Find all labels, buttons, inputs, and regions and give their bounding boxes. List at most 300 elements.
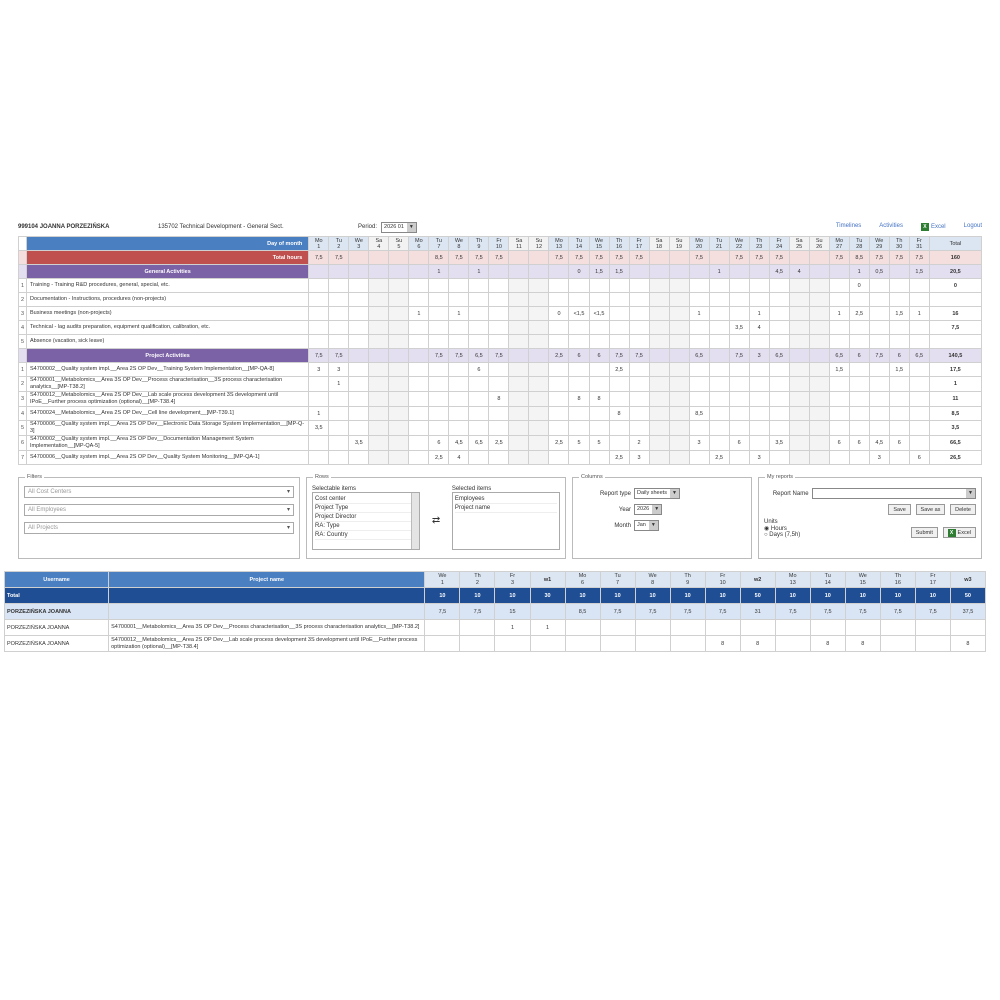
hours-cell[interactable] [769,279,789,293]
hours-cell[interactable] [589,421,609,436]
timelines-link[interactable]: Timelines [835,223,862,229]
hours-cell[interactable]: 4 [749,321,769,335]
hours-cell[interactable] [749,407,769,421]
hours-cell[interactable] [889,293,909,307]
hours-cell[interactable] [549,421,569,436]
hours-cell[interactable] [749,363,769,377]
hours-cell[interactable] [829,335,849,349]
hours-cell[interactable] [389,377,409,392]
hours-cell[interactable]: 6 [469,363,489,377]
hours-cell[interactable] [689,321,709,335]
hours-cell[interactable]: <1,5 [589,307,609,321]
hours-cell[interactable] [329,392,349,407]
hours-cell[interactable] [489,321,509,335]
hours-cell[interactable]: 8 [569,392,589,407]
hours-cell[interactable] [589,321,609,335]
hours-cell[interactable] [389,279,409,293]
hours-cell[interactable] [849,363,869,377]
hours-cell[interactable] [549,451,569,465]
hours-cell[interactable]: 1 [329,377,349,392]
hours-cell[interactable] [449,421,469,436]
hours-cell[interactable] [369,307,389,321]
hours-cell[interactable] [389,293,409,307]
hours-cell[interactable] [529,451,549,465]
hours-cell[interactable]: 6 [429,436,449,451]
hours-cell[interactable] [869,407,889,421]
hours-cell[interactable] [849,421,869,436]
hours-cell[interactable] [809,421,829,436]
hours-cell[interactable] [349,279,369,293]
hours-cell[interactable] [729,307,749,321]
hours-cell[interactable] [349,363,369,377]
hours-cell[interactable] [609,321,629,335]
hours-cell[interactable] [629,321,649,335]
hours-cell[interactable] [909,293,929,307]
hours-cell[interactable] [889,335,909,349]
hours-cell[interactable] [529,293,549,307]
hours-cell[interactable]: 1 [749,307,769,321]
hours-cell[interactable]: 0 [549,307,569,321]
hours-cell[interactable]: 1 [909,307,929,321]
hours-cell[interactable]: 6 [889,436,909,451]
hours-cell[interactable] [849,392,869,407]
hours-cell[interactable] [629,335,649,349]
hours-cell[interactable] [789,436,809,451]
hours-cell[interactable]: 2,5 [609,451,629,465]
report-name-select[interactable] [812,488,976,499]
hours-cell[interactable] [569,293,589,307]
hours-cell[interactable] [889,407,909,421]
hours-cell[interactable]: 5 [589,436,609,451]
hours-cell[interactable] [449,407,469,421]
hours-cell[interactable]: 6 [849,436,869,451]
hours-cell[interactable] [549,279,569,293]
hours-cell[interactable] [669,436,689,451]
hours-cell[interactable] [889,451,909,465]
hours-cell[interactable] [329,307,349,321]
list-item[interactable]: RA: Type [315,522,417,531]
hours-cell[interactable] [409,407,429,421]
hours-cell[interactable] [489,335,509,349]
hours-cell[interactable] [509,363,529,377]
hours-cell[interactable] [429,363,449,377]
hours-cell[interactable] [749,436,769,451]
save-as-button[interactable]: Save as [916,504,946,515]
hours-cell[interactable] [669,335,689,349]
hours-cell[interactable] [749,279,769,293]
hours-cell[interactable]: 8 [489,392,509,407]
hours-cell[interactable]: 3,5 [349,436,369,451]
hours-cell[interactable] [369,363,389,377]
hours-cell[interactable] [409,279,429,293]
hours-cell[interactable] [789,407,809,421]
hours-cell[interactable] [309,436,329,451]
hours-cell[interactable] [389,421,409,436]
hours-cell[interactable] [489,279,509,293]
hours-cell[interactable] [809,307,829,321]
hours-cell[interactable] [369,392,389,407]
hours-cell[interactable]: 0 [849,279,869,293]
hours-cell[interactable] [389,392,409,407]
hours-cell[interactable] [889,421,909,436]
hours-cell[interactable] [789,451,809,465]
hours-cell[interactable]: 4 [449,451,469,465]
hours-cell[interactable]: 1,5 [829,363,849,377]
hours-cell[interactable] [409,293,429,307]
hours-cell[interactable] [369,321,389,335]
hours-cell[interactable] [669,321,689,335]
hours-cell[interactable] [369,451,389,465]
hours-cell[interactable] [709,421,729,436]
hours-cell[interactable] [489,307,509,321]
list-item[interactable]: RA: Country [315,531,417,540]
hours-cell[interactable] [469,321,489,335]
hours-cell[interactable] [509,407,529,421]
hours-cell[interactable] [789,363,809,377]
hours-cell[interactable]: 2,5 [609,363,629,377]
hours-cell[interactable] [609,392,629,407]
hours-cell[interactable] [829,321,849,335]
hours-cell[interactable]: 1 [409,307,429,321]
hours-cell[interactable] [869,392,889,407]
hours-cell[interactable] [529,335,549,349]
employee-select[interactable]: All Employees ▾ [24,504,294,516]
hours-cell[interactable] [649,392,669,407]
hours-cell[interactable] [669,451,689,465]
hours-cell[interactable] [629,307,649,321]
selected-listbox[interactable] [452,492,560,550]
hours-cell[interactable] [669,293,689,307]
hours-cell[interactable] [389,363,409,377]
hours-cell[interactable] [889,392,909,407]
hours-cell[interactable] [489,363,509,377]
hours-cell[interactable] [869,377,889,392]
hours-cell[interactable] [369,335,389,349]
hours-cell[interactable] [909,321,929,335]
delete-button[interactable]: Delete [950,504,976,515]
hours-cell[interactable] [849,377,869,392]
hours-cell[interactable] [349,293,369,307]
hours-cell[interactable] [409,421,429,436]
hours-cell[interactable] [689,279,709,293]
hours-cell[interactable] [869,279,889,293]
hours-cell[interactable] [429,392,449,407]
hours-cell[interactable] [649,363,669,377]
hours-cell[interactable] [429,377,449,392]
hours-cell[interactable] [669,279,689,293]
hours-cell[interactable]: 4,5 [869,436,889,451]
hours-cell[interactable]: 8 [609,407,629,421]
unit-days-radio[interactable]: ○ Days (7,5h) [764,532,801,538]
hours-cell[interactable] [469,421,489,436]
hours-cell[interactable] [869,421,889,436]
hours-cell[interactable] [329,321,349,335]
hours-cell[interactable]: <1,5 [569,307,589,321]
hours-cell[interactable] [309,293,329,307]
hours-cell[interactable] [389,307,409,321]
hours-cell[interactable] [309,377,329,392]
hours-cell[interactable]: 2,5 [489,436,509,451]
hours-cell[interactable]: 2,5 [849,307,869,321]
hours-cell[interactable] [329,407,349,421]
hours-cell[interactable]: 1 [309,407,329,421]
hours-cell[interactable] [789,392,809,407]
hours-cell[interactable] [569,451,589,465]
hours-cell[interactable] [909,363,929,377]
hours-cell[interactable] [509,307,529,321]
hours-cell[interactable] [569,377,589,392]
hours-cell[interactable] [449,335,469,349]
hours-cell[interactable] [729,451,749,465]
hours-cell[interactable] [509,293,529,307]
hours-cell[interactable] [889,279,909,293]
hours-cell[interactable] [349,307,369,321]
hours-cell[interactable] [309,321,329,335]
hours-cell[interactable] [649,321,669,335]
hours-cell[interactable] [649,293,669,307]
hours-cell[interactable]: 5 [569,436,589,451]
submit-button[interactable]: Submit [911,527,938,538]
hours-cell[interactable] [529,363,549,377]
hours-cell[interactable] [469,335,489,349]
hours-cell[interactable] [649,279,669,293]
hours-cell[interactable] [709,335,729,349]
hours-cell[interactable] [849,335,869,349]
hours-cell[interactable] [429,421,449,436]
hours-cell[interactable] [809,363,829,377]
hours-cell[interactable] [729,377,749,392]
hours-cell[interactable] [669,407,689,421]
hours-cell[interactable] [609,307,629,321]
hours-cell[interactable] [409,335,429,349]
unit-hours-radio[interactable]: ◉ Hours [764,526,787,532]
hours-cell[interactable] [849,407,869,421]
list-item[interactable]: Project Director [315,513,417,522]
hours-cell[interactable]: 3,5 [769,436,789,451]
hours-cell[interactable] [629,293,649,307]
list-item[interactable]: Employees [455,495,557,504]
hours-cell[interactable] [709,392,729,407]
hours-cell[interactable] [649,436,669,451]
hours-cell[interactable] [909,407,929,421]
hours-cell[interactable] [529,307,549,321]
hours-cell[interactable] [729,335,749,349]
hours-cell[interactable]: 1,5 [889,363,909,377]
hours-cell[interactable] [829,293,849,307]
hours-cell[interactable]: 3 [749,451,769,465]
hours-cell[interactable] [349,392,369,407]
hours-cell[interactable] [629,279,649,293]
hours-cell[interactable] [309,307,329,321]
hours-cell[interactable] [449,293,469,307]
hours-cell[interactable] [789,307,809,321]
hours-cell[interactable] [789,279,809,293]
hours-cell[interactable] [869,321,889,335]
hours-cell[interactable] [429,321,449,335]
hours-cell[interactable]: 2,5 [709,451,729,465]
hours-cell[interactable] [829,451,849,465]
hours-cell[interactable] [549,407,569,421]
hours-cell[interactable] [429,307,449,321]
hours-cell[interactable]: 1 [829,307,849,321]
hours-cell[interactable] [369,436,389,451]
hours-cell[interactable] [709,377,729,392]
hours-cell[interactable]: 6,5 [469,436,489,451]
hours-cell[interactable] [689,377,709,392]
hours-cell[interactable] [549,293,569,307]
hours-cell[interactable] [569,321,589,335]
hours-cell[interactable] [309,279,329,293]
hours-cell[interactable] [469,407,489,421]
hours-cell[interactable]: 2 [629,436,649,451]
hours-cell[interactable] [769,307,789,321]
hours-cell[interactable] [589,363,609,377]
hours-cell[interactable] [889,377,909,392]
hours-cell[interactable] [369,407,389,421]
hours-cell[interactable] [589,279,609,293]
hours-cell[interactable] [569,421,589,436]
hours-cell[interactable] [429,335,449,349]
hours-cell[interactable] [349,335,369,349]
hours-cell[interactable] [309,451,329,465]
hours-cell[interactable] [469,307,489,321]
hours-cell[interactable] [709,307,729,321]
hours-cell[interactable]: 3 [309,363,329,377]
hours-cell[interactable] [629,392,649,407]
hours-cell[interactable]: 2,5 [429,451,449,465]
hours-cell[interactable] [529,279,549,293]
hours-cell[interactable] [509,436,529,451]
hours-cell[interactable] [769,421,789,436]
hours-cell[interactable] [809,436,829,451]
activities-link[interactable]: Activities [879,223,903,229]
hours-cell[interactable] [669,307,689,321]
hours-cell[interactable] [409,321,429,335]
period-select[interactable]: 2026 01 ▼ [381,222,417,233]
hours-cell[interactable] [849,451,869,465]
hours-cell[interactable] [329,421,349,436]
hours-cell[interactable] [689,392,709,407]
hours-cell[interactable] [489,293,509,307]
hours-cell[interactable] [909,335,929,349]
hours-cell[interactable] [689,335,709,349]
hours-cell[interactable]: 8 [589,392,609,407]
hours-cell[interactable] [309,392,329,407]
hours-cell[interactable] [449,392,469,407]
hours-cell[interactable]: 6 [829,436,849,451]
hours-cell[interactable] [329,451,349,465]
hours-cell[interactable] [829,407,849,421]
hours-cell[interactable] [609,279,629,293]
hours-cell[interactable] [389,436,409,451]
hours-cell[interactable] [909,392,929,407]
hours-cell[interactable] [489,377,509,392]
hours-cell[interactable] [749,377,769,392]
hours-cell[interactable] [569,279,589,293]
hours-cell[interactable] [409,377,429,392]
hours-cell[interactable] [489,421,509,436]
hours-cell[interactable] [729,363,749,377]
hours-cell[interactable] [689,293,709,307]
hours-cell[interactable] [689,363,709,377]
hours-cell[interactable] [809,279,829,293]
hours-cell[interactable] [389,321,409,335]
hours-cell[interactable] [529,321,549,335]
hours-cell[interactable] [649,335,669,349]
hours-cell[interactable] [769,321,789,335]
hours-cell[interactable] [329,335,349,349]
hours-cell[interactable] [889,321,909,335]
hours-cell[interactable]: 6 [909,451,929,465]
hours-cell[interactable] [369,293,389,307]
save-button[interactable]: Save [888,504,911,515]
hours-cell[interactable] [829,421,849,436]
list-item[interactable]: Project Type [315,504,417,513]
hours-cell[interactable] [589,293,609,307]
hours-cell[interactable] [909,279,929,293]
hours-cell[interactable] [809,321,829,335]
hours-cell[interactable] [469,451,489,465]
hours-cell[interactable]: 3 [629,451,649,465]
hours-cell[interactable] [349,421,369,436]
hours-cell[interactable] [529,436,549,451]
hours-cell[interactable] [789,377,809,392]
hours-cell[interactable] [709,363,729,377]
hours-cell[interactable] [469,377,489,392]
hours-cell[interactable] [509,321,529,335]
hours-cell[interactable] [529,407,549,421]
hours-cell[interactable] [709,321,729,335]
hours-cell[interactable]: 3 [869,451,889,465]
cost-center-select[interactable]: All Cost Centers ▾ [24,486,294,498]
report-type-select[interactable]: Daily sheets ▼ [634,488,680,499]
hours-cell[interactable] [809,407,829,421]
hours-cell[interactable]: 8,5 [689,407,709,421]
hours-cell[interactable] [509,421,529,436]
hours-cell[interactable] [509,279,529,293]
hours-cell[interactable] [369,279,389,293]
hours-cell[interactable] [709,293,729,307]
hours-cell[interactable] [649,421,669,436]
hours-cell[interactable] [649,307,669,321]
hours-cell[interactable] [769,377,789,392]
hours-cell[interactable]: 3 [689,436,709,451]
hours-cell[interactable] [809,392,829,407]
hours-cell[interactable] [669,392,689,407]
hours-cell[interactable] [729,293,749,307]
scrollbar[interactable] [411,493,419,549]
hours-cell[interactable] [329,436,349,451]
hours-cell[interactable] [589,377,609,392]
hours-cell[interactable] [669,363,689,377]
excel-button[interactable]: X Excel [943,527,976,538]
hours-cell[interactable] [909,436,929,451]
hours-cell[interactable] [589,335,609,349]
hours-cell[interactable] [629,421,649,436]
hours-cell[interactable] [349,451,369,465]
hours-cell[interactable]: 1 [689,307,709,321]
hours-cell[interactable] [769,335,789,349]
hours-cell[interactable] [609,436,629,451]
hours-cell[interactable] [849,321,869,335]
hours-cell[interactable]: 3 [329,363,349,377]
hours-cell[interactable] [609,335,629,349]
hours-cell[interactable] [829,279,849,293]
hours-cell[interactable] [449,279,469,293]
hours-cell[interactable] [369,377,389,392]
hours-cell[interactable]: 3,5 [309,421,329,436]
hours-cell[interactable] [709,436,729,451]
